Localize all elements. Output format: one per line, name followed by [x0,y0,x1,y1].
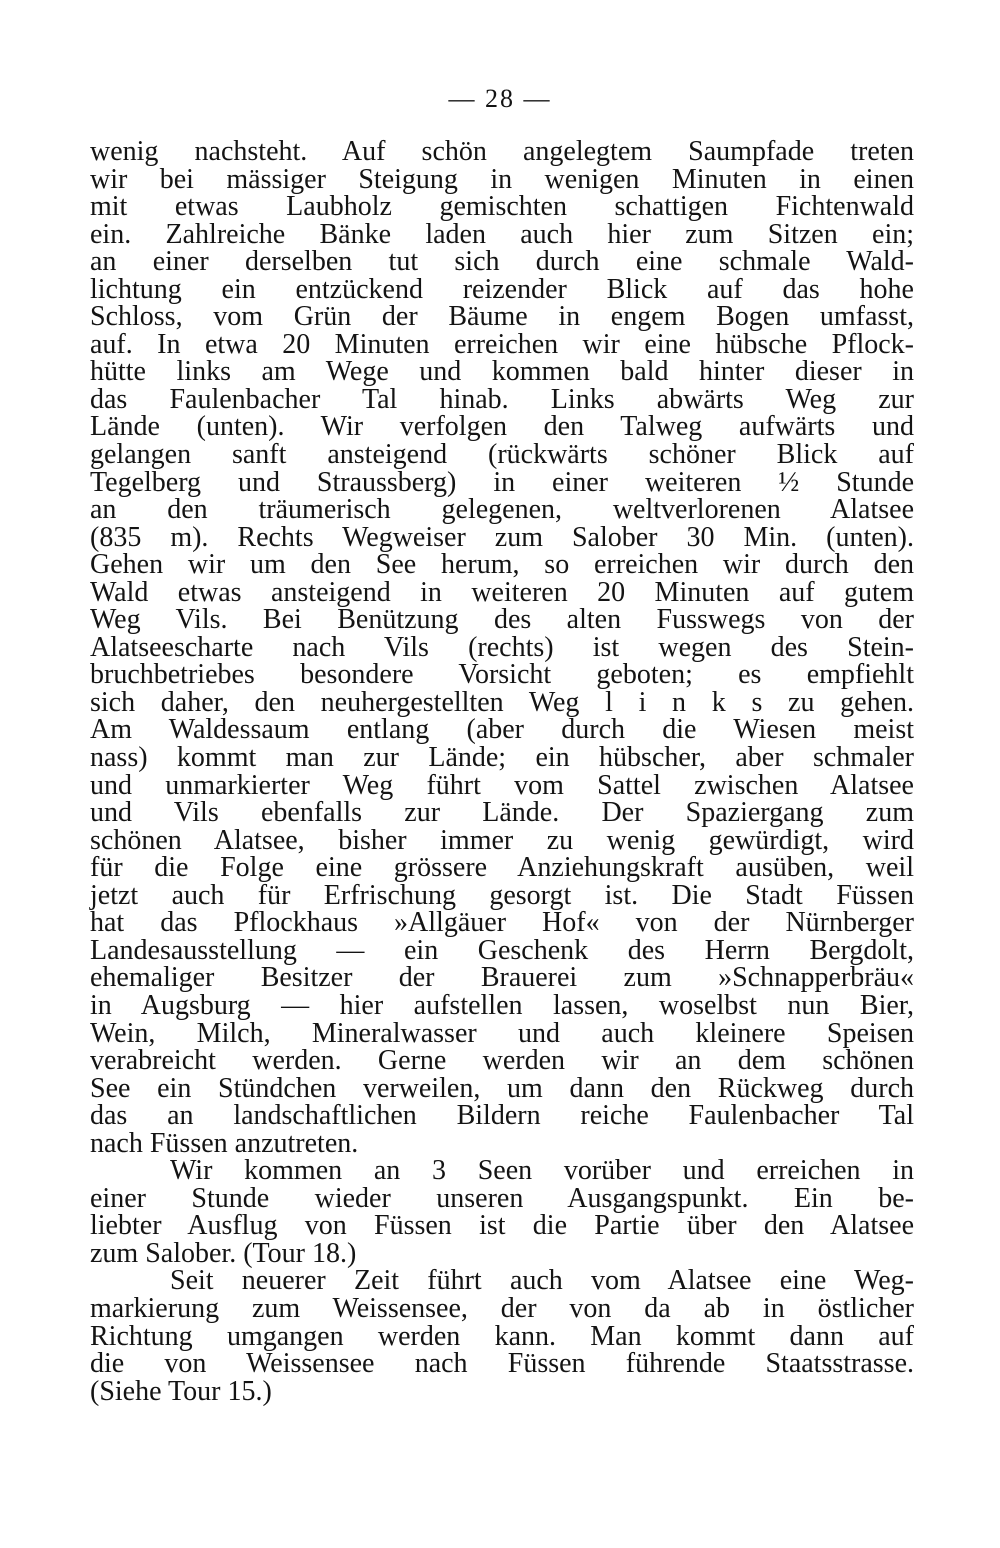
text-line: hütte links am Wege und kommen bald hinter dieser in [90,356,914,388]
text-line: Alatseescharte nach Vils (rechts) ist wegen des Stein- [90,631,914,663]
text-line: verabreicht werden. Gerne werden wir an dem schönen [90,1045,914,1077]
text-line: Wein, Milch, Mineralwasser und auch kleinere Speisen [90,1017,914,1049]
text-line: an einer derselben tut sich durch eine schmale Wald- [90,246,914,278]
text-line: ehemaliger Besitzer der Brauerei zum »Schnapperbräu« [90,962,914,994]
text-line: Landesausstellung — ein Geschenk des Herrn Bergdolt, [90,934,914,966]
text-line: Am Waldessaum entlang (aber durch die Wiesen meist [90,714,914,746]
text-line: das Faulenbacher Tal hinab. Links abwärts Weg zur [90,383,914,415]
text-line: Tegelberg und Straussberg) in einer weiteren ½ Stunde [90,466,914,498]
text-line: Lände (unten). Wir verfolgen den Talweg aufwärts und [90,411,914,443]
text-line: auf. In etwa 20 Minuten erreichen wir eine hübsche Pflock- [90,328,914,360]
text-line: gelangen sanft ansteigend (rückwärts schöner Blick auf [90,439,914,471]
text-line: (835 m). Rechts Wegweiser zum Salober 30 Min. (unten). [90,521,914,553]
text-line: liebter Ausflug von Füssen ist die Partie über den Alatsee [90,1210,914,1242]
text-line: Richtung umgangen werden kann. Man kommt dann auf [90,1320,914,1352]
text-line: bruchbetriebes besondere Vorsicht geboten; es empfiehlt [90,659,914,691]
text-line: nass) kommt man zur Lände; ein hübscher, aber schmaler [90,742,914,774]
text-line: einer Stunde wieder unseren Ausgangspunkt. Ein be- [90,1182,914,1214]
body-text [90,138,914,1405]
text-line: Wald etwas ansteigend in weiteren 20 Minuten auf gutem [90,576,914,608]
paragraph [90,1157,914,1267]
text-line: und Vils ebenfalls zur Lände. Der Spaziergang zum [90,797,914,829]
paragraph [90,138,914,1157]
text-line: sich daher, den neuhergestellten Weg l i n k s zu gehen. [90,686,914,718]
text-line: Wir kommen an 3 Seen vorüber und erreichen in [170,1155,914,1187]
text-line: Seit neuerer Zeit führt auch vom Alatsee eine Weg- [170,1265,914,1297]
text-line: schönen Alatsee, bisher immer zu wenig gewürdigt, wird [90,824,914,856]
text-line: See ein Stündchen verweilen, um dann den Rückweg durch [90,1072,914,1104]
text-line: in Augsburg — hier aufstellen lassen, woselbst nun Bier, [90,989,914,1021]
text-line: Weg Vils. Bei Benützung des alten Fusswegs von der [90,604,914,636]
text-line: (Siehe Tour 15.) [90,1375,272,1407]
text-line: das an landschaftlichen Bildern reiche Faulenbacher Tal [90,1100,914,1132]
page-number: — 28 — [448,84,552,113]
text-line: und unmarkierter Weg führt vom Sattel zwischen Alatsee [90,769,914,801]
text-line: zum Salober. (Tour 18.) [90,1237,357,1269]
text-line: Gehen wir um den See herum, so erreichen wir durch den [90,549,914,581]
text-line: ein. Zahlreiche Bänke laden auch hier zum Sitzen ein; [90,218,914,250]
text-line: mit etwas Laubholz gemischten schattigen Fichtenwald [90,191,914,223]
text-line: jetzt auch für Erfrischung gesorgt ist. Die Stadt Füssen [90,879,914,911]
text-line: Schloss, vom Grün der Bäume in engem Bogen umfasst, [90,301,914,333]
text-line: die von Weissensee nach Füssen führende Staatsstrasse. [90,1348,914,1380]
text-line: lichtung ein entzückend reizender Blick auf das hohe [90,273,914,305]
text-line: für die Folge eine grössere Anziehungskraft ausüben, weil [90,852,914,884]
paragraph [90,1267,914,1405]
text-line: markierung zum Weissensee, der von da ab in östlicher [90,1292,914,1324]
text-line: hat das Pflockhaus »Allgäuer Hof« von der Nürnberger [90,907,914,939]
text-line: an den träumerisch gelegenen, weltverlorenen Alatsee [90,494,914,526]
text-line: wir bei mässiger Steigung in wenigen Minuten in einen [90,163,914,195]
text-line: wenig nachsteht. Auf schön angelegtem Saumpfade treten [90,136,914,167]
text-line: nach Füssen anzutreten. [90,1127,359,1159]
